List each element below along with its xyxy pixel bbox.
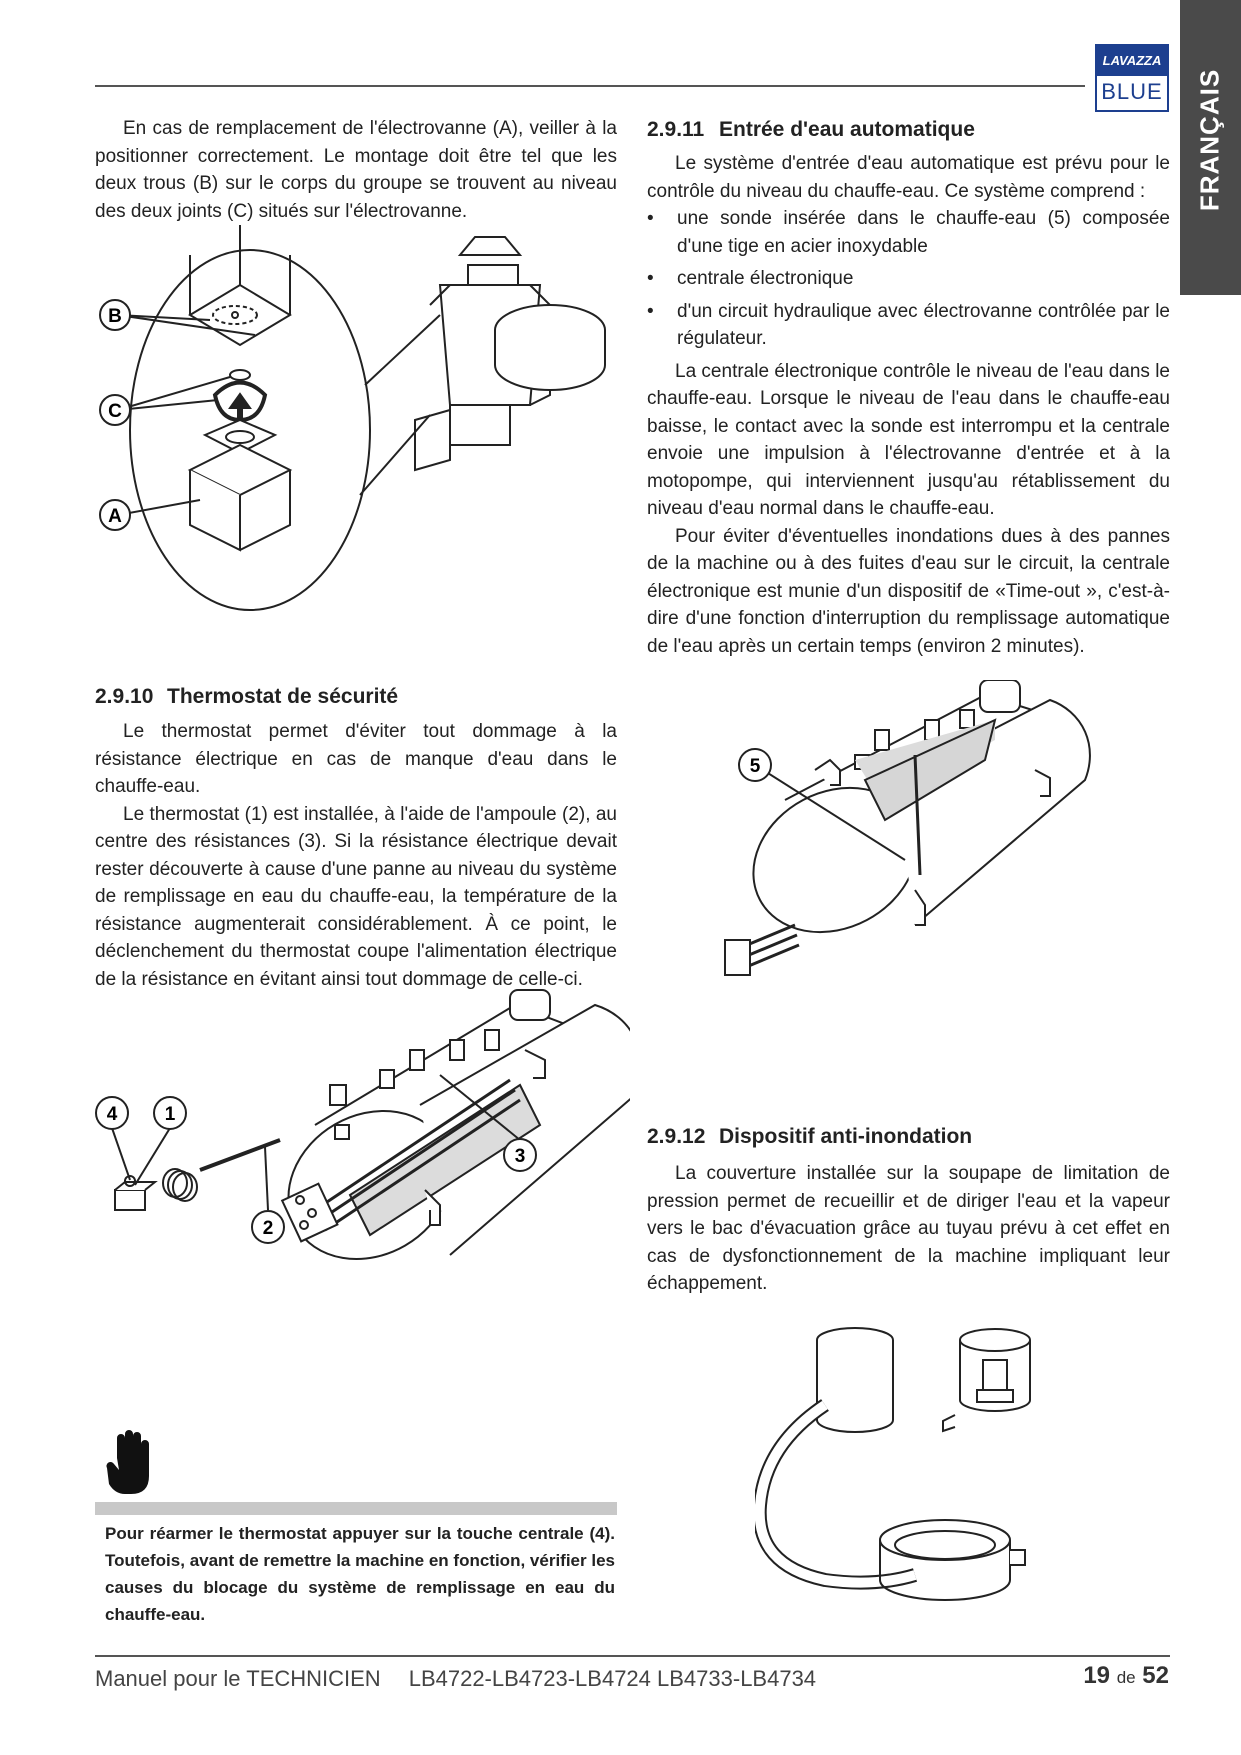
section-2910-number: 2.9.10 <box>95 685 154 708</box>
bullet-item: • centrale électronique <box>647 265 1170 293</box>
section-2910-p1: Le thermostat permet d'éviter tout dommage à la résistance électrique en cas de manque d'eau dans le chauffe-eau. <box>95 721 617 797</box>
section-2911-p3: Pour éviter d'éventuelles inondations dues à des pannes de la machine ou à des fuites d'eau sur le circuit, la centrale électronique est munie d'un dispositif de «Time-out », c'est-à-dire d'une fonction d'interruption du remplissage automatique de l'eau après un certain temps (environ 2 minutes). <box>647 525 1170 657</box>
logo-bottom-text: BLUE <box>1101 79 1163 104</box>
label-3-callout <box>504 1139 536 1171</box>
page-separator: de <box>1116 1668 1136 1687</box>
bullet-item: • une sonde insérée dans le chauffe-eau (5) composée d'une tige en acier inoxydable <box>647 205 1170 260</box>
section-2912-number: 2.9.12 <box>647 1125 706 1148</box>
figure-anti-flood-device <box>755 1325 1085 1615</box>
footer-rule <box>95 1655 1170 1657</box>
section-2911-title: Entrée d'eau automatique <box>719 118 975 141</box>
page-current: 19 <box>1083 1662 1111 1689</box>
label-4: 4 <box>106 1104 118 1125</box>
section-2910-heading <box>95 685 398 709</box>
section-2912-p1: La couverture installée sur la soupape de limitation de pression permet de recueillir et de diriger l'eau et la vapeur vers le bac d'évacuation grâce au tuyau prévu à cet effet en cas de dysfonctionnement de la machine impliquant leur échappement. <box>647 1163 1170 1294</box>
section-2911-p2: La centrale électronique contrôle le niveau de l'eau dans le chauffe-eau. Lorsque le niveau de l'eau dans le chauffe-eau baisse, le contact avec la sonde est interrompu et la centrale envoie une impulsion à l'électrovanne d'entrée et à la motopompe, qui interviennent jusqu'au rétablissement du niveau d'eau normal dans le chauffe-eau. <box>647 360 1170 519</box>
label-1: 1 <box>164 1104 176 1125</box>
logo-top-text: LAVAZZA <box>1097 46 1167 76</box>
label-2-callout <box>252 1211 284 1243</box>
page-total: 52 <box>1142 1662 1169 1689</box>
label-5: 5 <box>749 756 761 777</box>
section-2911-p1: Le système d'entrée d'eau automatique est prévu pour le contrôle du niveau du chauffe-eau. Ce système comprend : <box>647 153 1170 202</box>
intro-block <box>95 115 617 225</box>
label-1-callout <box>154 1097 186 1129</box>
footer-models: LB4722-LB4723-LB4724 LB4733-LB4734 <box>408 1666 817 1691</box>
section-2910-title: Thermostat de sécurité <box>167 685 399 708</box>
section-2911-body <box>647 150 1170 660</box>
section-2910-p2: Le thermostat (1) est installée, à l'aide de l'ampoule (2), au centre des résistances (3). Si la résistance électrique devait rester découverte à cause d'une panne au niveau du système de remplissage en eau du chauffe-eau, la température de la résistance augmenterait considérablement. À ce point, le déclenchement du thermostat coupe l'alimentation électrique de la résistance en évitant ainsi tout dommage de celle-ci. <box>95 803 617 990</box>
label-a: A <box>108 506 122 527</box>
warning-bar <box>95 1502 617 1515</box>
label-c-callout <box>100 395 130 425</box>
bullet-item: • d'un circuit hydraulique avec électrovanne contrôlée par le régulateur. <box>647 298 1170 353</box>
page-number <box>1083 1662 1169 1690</box>
label-5-callout <box>739 749 771 781</box>
footer-manual: Manuel pour le TECHNICIEN <box>95 1666 381 1691</box>
label-b-callout <box>100 300 130 330</box>
section-2911-heading <box>647 118 975 142</box>
header-rule <box>95 85 1085 87</box>
figure-solenoid-valve <box>90 225 625 650</box>
language-tab-label: FRANÇAIS <box>1194 68 1225 212</box>
label-4-callout <box>96 1097 128 1129</box>
lavazza-blue-logo <box>1095 44 1169 112</box>
label-b: B <box>108 306 122 327</box>
section-2912-heading <box>647 1125 972 1149</box>
figure-boiler-probe <box>715 680 1095 1000</box>
label-3: 3 <box>514 1146 526 1167</box>
section-2911-bullets <box>647 205 1170 353</box>
label-c: C <box>108 401 122 422</box>
section-2910-body <box>95 718 617 993</box>
section-2912-body <box>647 1160 1170 1298</box>
section-2912-title: Dispositif anti-inondation <box>719 1125 973 1148</box>
footer-text <box>95 1666 816 1692</box>
figure-boiler-thermostat <box>90 985 630 1385</box>
hand-stop-icon <box>105 1428 160 1498</box>
warning-text: Pour réarmer le thermostat appuyer sur la touche centrale (4). Toutefois, avant de remettre la machine en fonction, vérifier les causes du blocage du système de remplissage en eau du chauffe-eau. <box>105 1524 615 1624</box>
intro-paragraph: En cas de remplacement de l'électrovanne (A), veiller à la positionner correctement. Le montage doit être tel que les deux trous (B) sur le corps du groupe se trouvent au niveau des deux joints (C) situés sur l'électrovanne. <box>95 118 617 222</box>
language-tab <box>1180 0 1241 295</box>
section-2911-number: 2.9.11 <box>647 118 705 141</box>
label-a-callout <box>100 500 130 530</box>
label-2: 2 <box>262 1218 274 1239</box>
